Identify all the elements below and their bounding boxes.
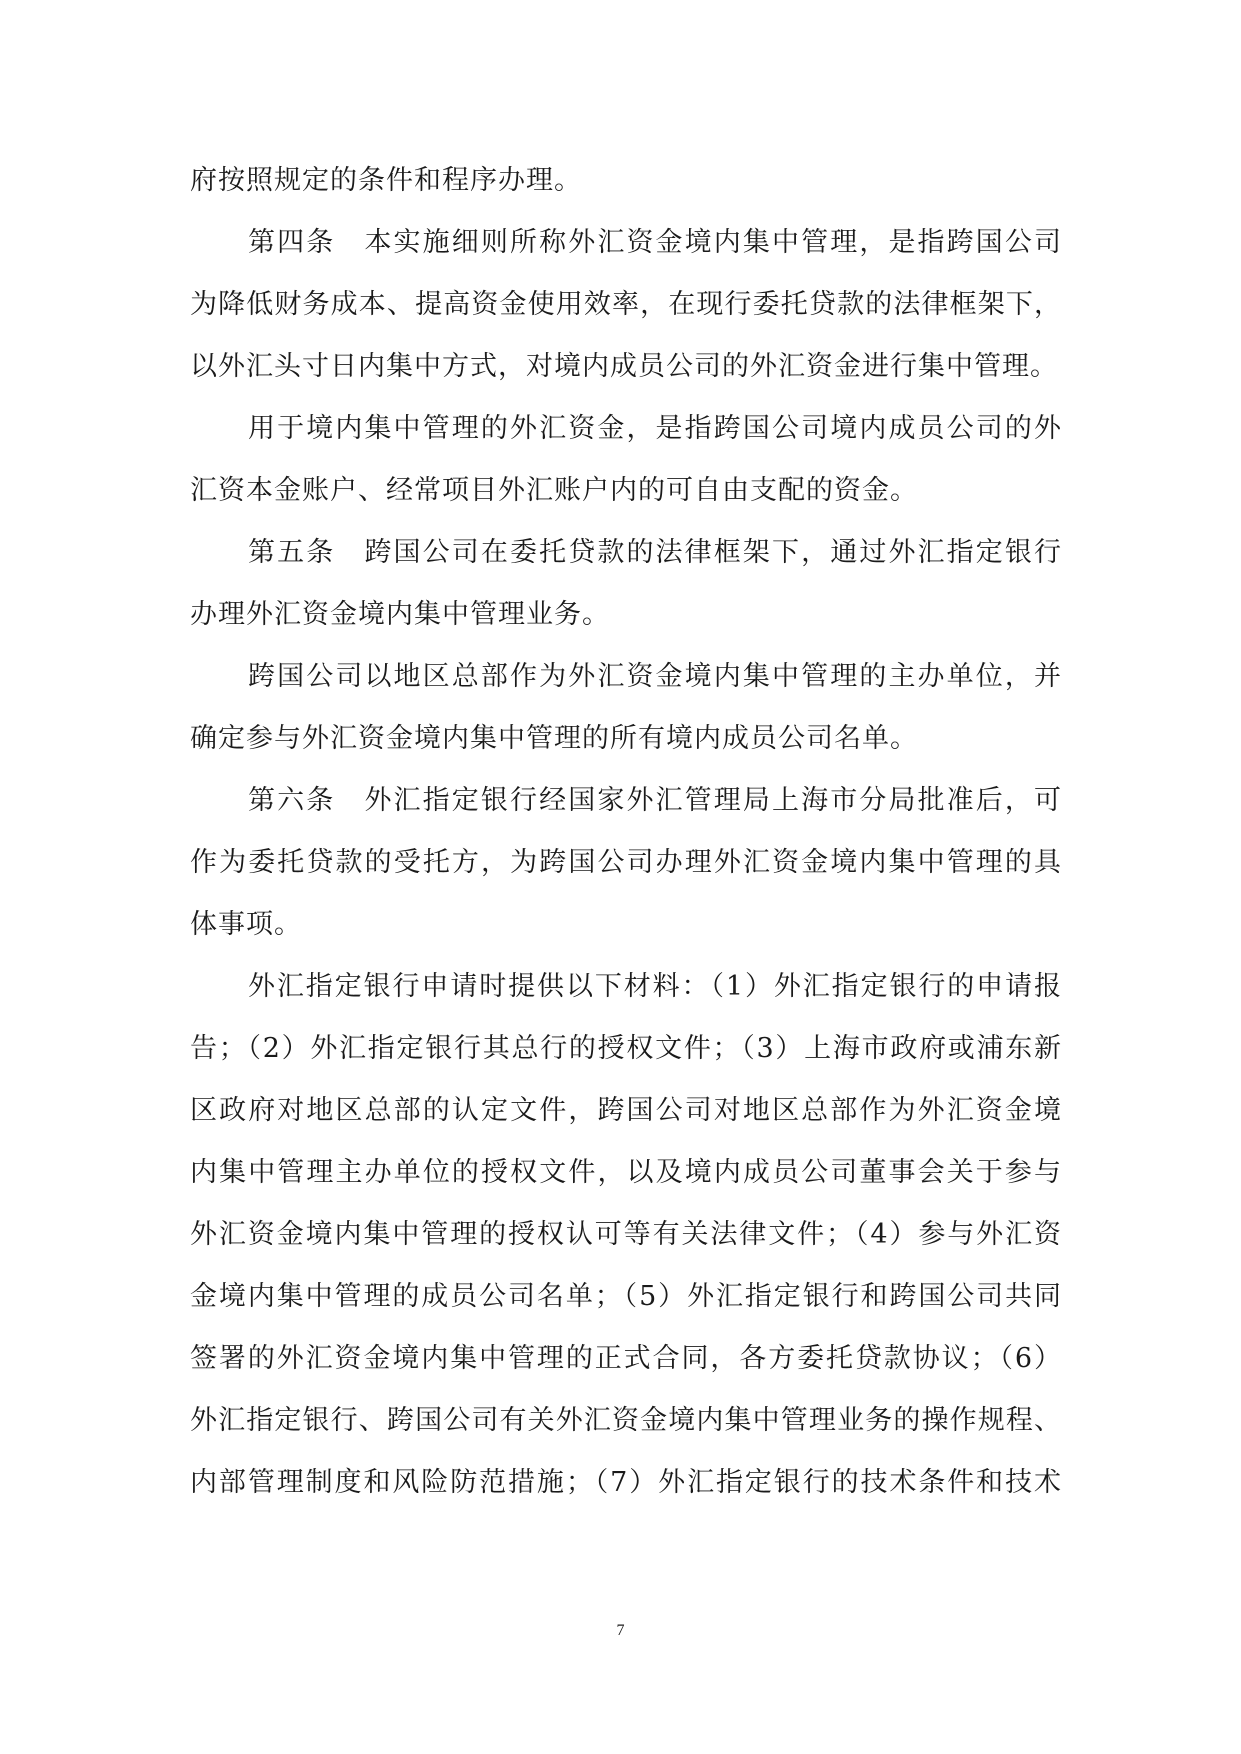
text-line: 区政府对地区总部的认定文件，跨国公司对地区总部作为外汇资金境 bbox=[190, 1095, 1062, 1126]
text-line: 内部管理制度和风险防范措施；（7）外汇指定银行的技术条件和技术 bbox=[190, 1467, 1062, 1498]
text-line: 跨国公司以地区总部作为外汇资金境内集中管理的主办单位，并 bbox=[248, 661, 1062, 692]
text-line: 签署的外汇资金境内集中管理的正式合同，各方委托贷款协议；（6） bbox=[190, 1343, 1062, 1374]
text-line: 外汇指定银行申请时提供以下材料：（1）外汇指定银行的申请报 bbox=[248, 971, 1062, 1002]
body-text bbox=[190, 150, 1062, 1514]
text-line: 为降低财务成本、提高资金使用效率，在现行委托贷款的法律框架下， bbox=[190, 289, 1062, 320]
text-line: 用于境内集中管理的外汇资金，是指跨国公司境内成员公司的外 bbox=[248, 413, 1062, 444]
text-line: 告；（2）外汇指定银行其总行的授权文件；（3）上海市政府或浦东新 bbox=[190, 1033, 1062, 1064]
text-line: 以外汇头寸日内集中方式，对境内成员公司的外汇资金进行集中管理。 bbox=[190, 351, 1058, 382]
text-line: 汇资本金账户、经常项目外汇账户内的可自由支配的资金。 bbox=[190, 475, 918, 506]
text-line: 外汇资金境内集中管理的授权认可等有关法律文件；（4）参与外汇资 bbox=[190, 1219, 1062, 1250]
text-line: 作为委托贷款的受托方，为跨国公司办理外汇资金境内集中管理的具 bbox=[190, 847, 1062, 878]
text-line: 金境内集中管理的成员公司名单；（5）外汇指定银行和跨国公司共同 bbox=[190, 1281, 1062, 1312]
text-line: 第六条 外汇指定银行经国家外汇管理局上海市分局批准后，可 bbox=[248, 785, 1062, 816]
text-line: 确定参与外汇资金境内集中管理的所有境内成员公司名单。 bbox=[190, 723, 918, 754]
page-number: 7 bbox=[616, 1622, 625, 1639]
text-line: 府按照规定的条件和程序办理。 bbox=[190, 165, 582, 196]
text-line: 体事项。 bbox=[190, 909, 302, 940]
text-line: 内集中管理主办单位的授权文件，以及境内成员公司董事会关于参与 bbox=[190, 1157, 1062, 1188]
text-line: 第四条 本实施细则所称外汇资金境内集中管理，是指跨国公司 bbox=[248, 227, 1062, 258]
text-line: 第五条 跨国公司在委托贷款的法律框架下，通过外汇指定银行 bbox=[248, 537, 1062, 568]
text-line: 办理外汇资金境内集中管理业务。 bbox=[190, 599, 610, 630]
text-line: 外汇指定银行、跨国公司有关外汇资金境内集中管理业务的操作规程、 bbox=[190, 1405, 1062, 1436]
